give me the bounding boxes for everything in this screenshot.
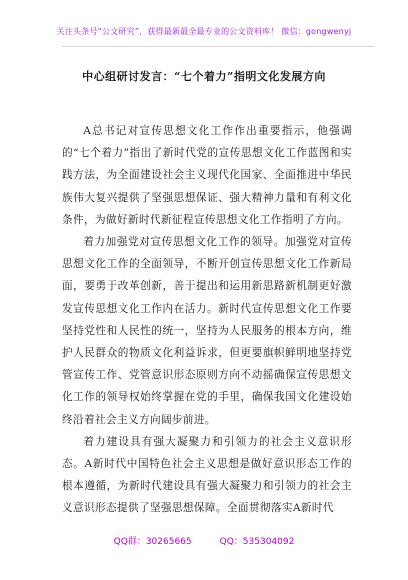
paragraph: A总书记对宣传思想文化工作作出重要指示，他强调的“七个着力”指出了新时代党的宣传思想文化工作蓝图和实践方法，为全面建设社会主义现代化国家、全面推进中华民族伟大复兴提供了坚强思想保证、强大精神力量和有利文化条件，为做好新时代新征程宣传思想文化工作指明了方向。 <box>62 125 352 226</box>
document-body <box>62 120 352 520</box>
document-title: 中心组研讨发言：“七个着力”指明文化发展方向 <box>82 70 326 83</box>
header-banner: 关注头条号“公文研究”，获得最新最全最专业的公文资料库！ 微信：gongwenyj <box>56 27 352 36</box>
paragraph: 着力建设具有强大凝聚力和引领力的社会主义意识形态。A新时代中国特色社会主义思想是做好意识形态工作的根本遵循，为新时代建设具有强大凝聚力和引领力的社会主义意识形态提供了坚强思想保障。全面贯彻落实A新时代 <box>62 435 352 515</box>
qq-group-text: QQ群：30265665 <box>113 537 192 547</box>
footer-contact <box>0 534 408 547</box>
paragraph: 着力加强党对宣传思想文化工作的领导。加强党对宣传思想文化工作的全面领导，不断开创宣传思想文化工作新局面，要勇于改革创新，善于提出和运用新思路新机制更好激发宣传思想文化工作内在活力。新时代宣传思想文化工作要坚持党性和人民性的统一，坚持为人民服务的根本方向，维护人民群众的物质文化利益诉求，但更要旗帜鲜明地坚持党管宣传工作、党管意识形态原则方向不动摇确保宣传思想文化工作的领导权始终掌握在党的手里，确保我国文化建设始终沿着社会主义方向阔步前进。 <box>62 236 352 426</box>
header-divider <box>62 46 374 47</box>
qq-number-text: QQ：535304092 <box>219 537 295 547</box>
